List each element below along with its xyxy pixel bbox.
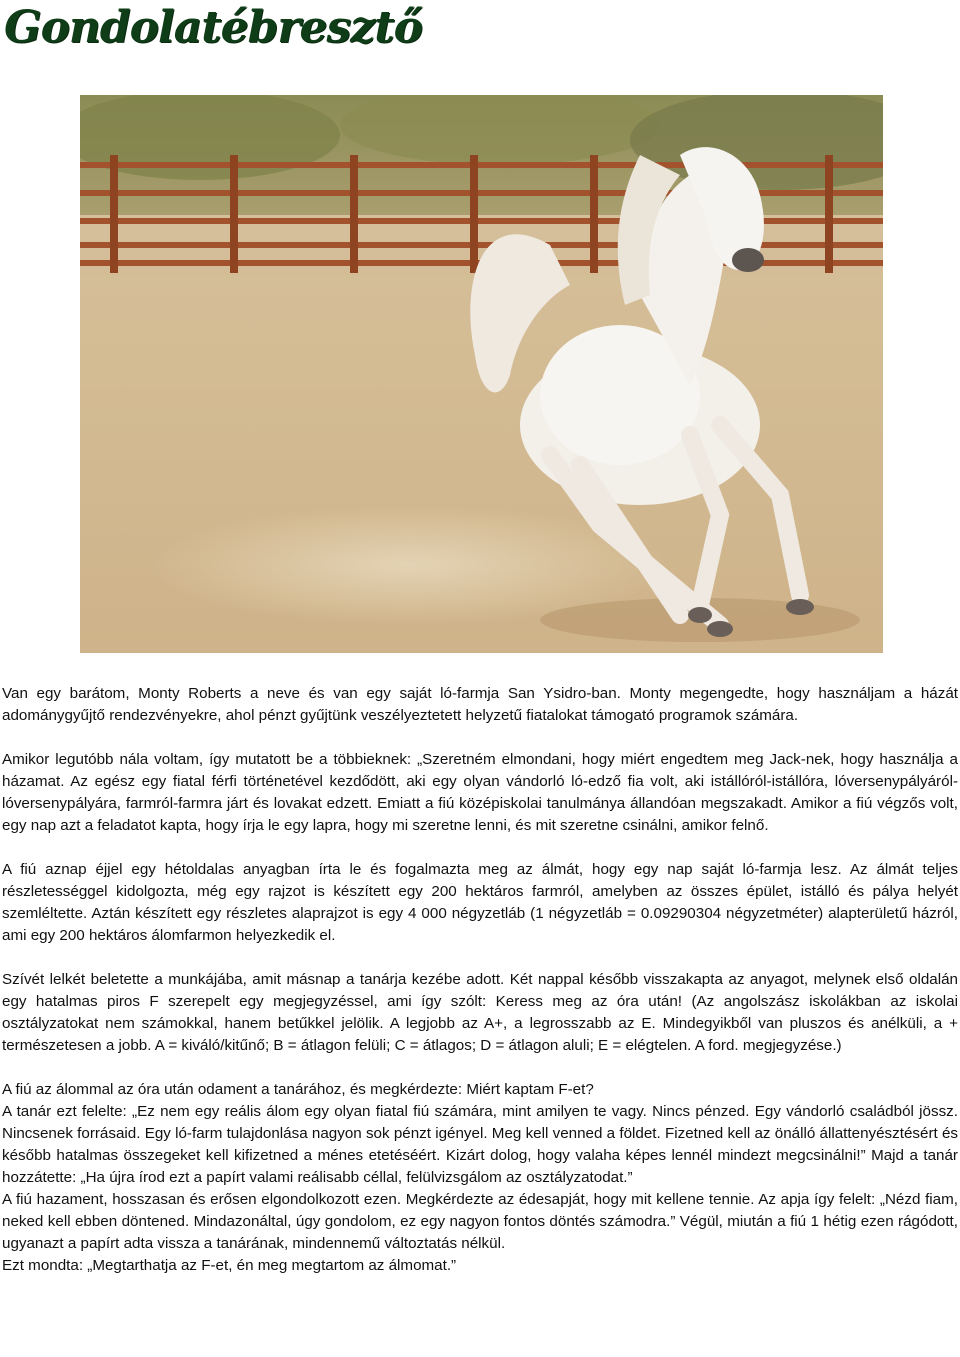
article-body <box>2 683 958 1277</box>
white-horse-galloping-image <box>80 95 883 653</box>
horse-photo <box>80 95 883 653</box>
paragraph: Ezt mondta: „Megtarthatja az F-et, én meg megtartom az álmomat.” <box>2 1257 457 1274</box>
paragraph: A fiú aznap éjjel egy hétoldalas anyagban írta le és fogalmazta meg az álmát, hogy egy nap saját ló-farmja lesz. Az álmát teljes részletességgel kidolgozta, még egy rajzot is készített egy 200 hektáros farmról, amelyben az összes épület, istálló és pálya helyét szemléltette. Aztán készített egy részletes alaprajzot is egy 4 000 négyzetláb (1 négyzetláb = 0.09290304 négyzetméter) alapterületű házról, ami egy 200 hektáros álomfarmon helyezkedik el. <box>2 861 958 944</box>
paragraph: A fiú az álommal az óra után odament a tanárához, és megkérdezte: Miért kaptam F-et? <box>2 1081 594 1098</box>
paragraph: A fiú hazament, hosszasan és erősen elgondolkozott ezen. Megkérdezte az édesapját, hogy mit kellene tennie. Az apja így felelt: „Nézd fiam, neked kell ebben döntened. Mindazonáltal, úgy gondolom, ez egy nagyon fontos döntés számodra.” Végül, miután a fiú 1 hétig ezen rágódott, ugyanazt a papírt adta vissza a tanárának, mindennemű változtatás nélkül. <box>2 1191 958 1252</box>
page-title: Gondolatébresztő <box>4 2 422 53</box>
paragraph: Amikor legutóbb nála voltam, így mutatott be a többieknek: „Szeretném elmondani, hogy miért engedtem meg Jack-nek, hogy használja a házamat. Az egész egy fiatal férfi történetével kezdődött, aki egy olyan vándorló ló-edző fia volt, aki istállóról-istállóra, lóversenypályáról-lóversenypályára, farmról-farmra járt és lovakat edzett. Emiatt a fiú középiskolai tanulmánya állandóan megszakadt. Amikor a fiú végzős volt, egy nap azt a feladatot kapta, hogy írja le egy lapra, hogy mi szeretne lenni, és mit szeretne csinálni, amikor felnő. <box>2 751 958 834</box>
paragraph: Szívét lelkét beletette a munkájába, amit másnap a tanárja kezébe adott. Két nappal később visszakapta az anyagot, melynek első oldalán egy hatalmas piros F szerepelt egy megjegyzéssel, ami így szólt: Keress meg az óra után! (Az angolszász iskolákban az iskolai osztályzatokat nem számokkal, hanem betűkkel jelölik. A legjobb az A+, a legrosszabb az E. Mindegyikből van pluszos és anélküli, a + természetesen a jobb. A = kiváló/kitűnő; B = átlagon felüli; C = átlagos; D = átlagon aluli; E = elégtelen. A ford. megjegyzése.) <box>2 971 958 1054</box>
paragraph: A tanár ezt felelte: „Ez nem egy reális álom egy olyan fiatal fiú számára, mint amilyen te vagy. Nincs pénzed. Egy vándorló családból jössz. Nincsenek forrásaid. Egy ló-farm tulajdonlása nagyon sok pénzt igényel. Meg kell venned a földet. Fizetned kell az önálló állattenyésztésért és később hatalmas összegeket kell kifizetned a ménes etetéséért. Kizárt dolog, hogy valaha képes lennél mindezt megcsinálni!” Majd a tanár hozzátette: „Ha újra írod ezt a papírt valami reálisabb céllal, felülvizsgálom az osztályzatodat.” <box>2 1103 958 1186</box>
paragraph: Van egy barátom, Monty Roberts a neve és van egy saját ló-farmja San Ysidro-ban. Monty megengedte, hogy használjam a házát adománygyűjtő rendezvényekre, ahol pénzt gyűjtünk veszélyeztetett helyzetű fiatalokat támogató programok számára. <box>2 685 958 724</box>
